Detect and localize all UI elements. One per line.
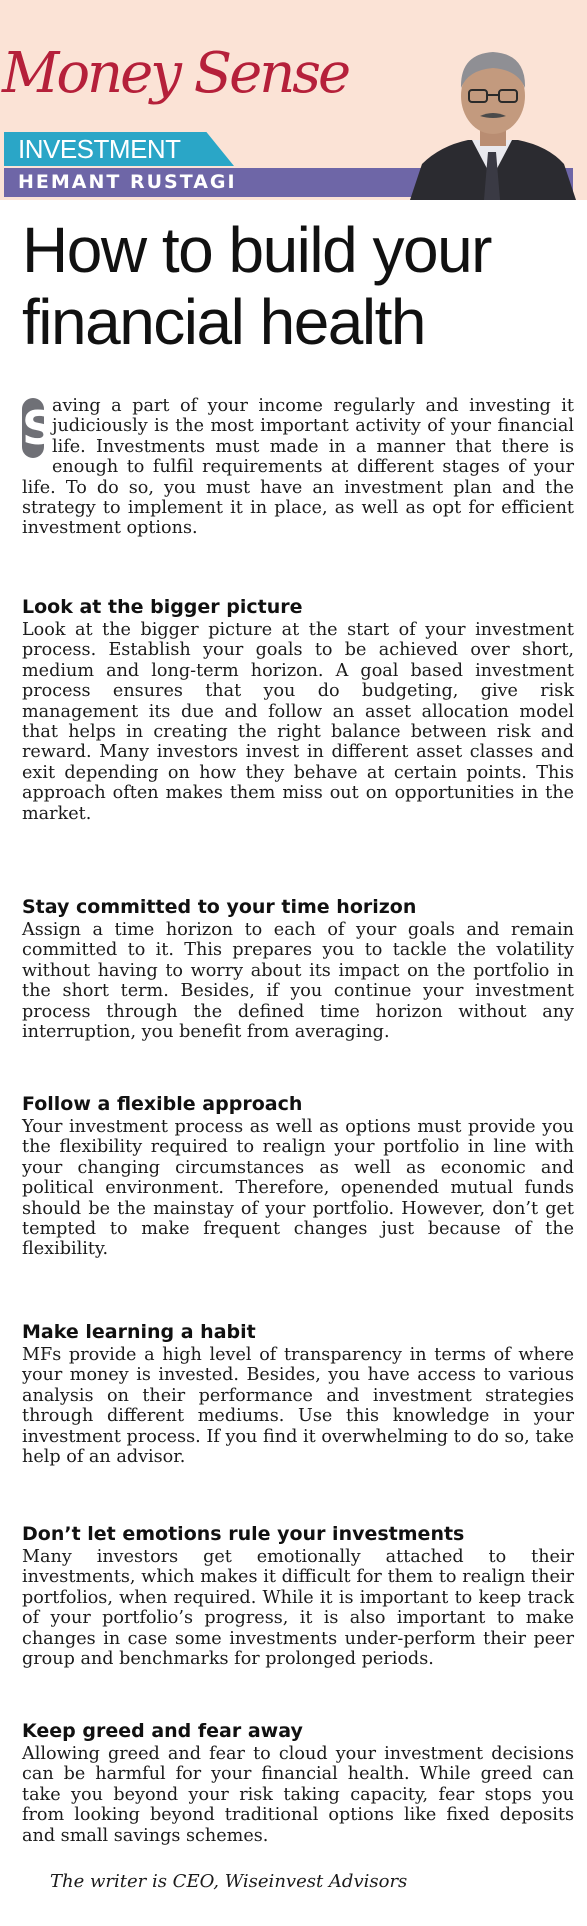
intro-text: aving a part of your income regularly and investing it judiciously is the most important activity of your financial life. Investments must made in a manner that there is enough to fulfil requirements at different stages of your life. To do so, you must have an investment plan and the strategy to implement it in place, as well as opt for efficient investment options.: [22, 396, 574, 539]
section-heading: Look at the bigger picture: [22, 596, 303, 618]
section-heading: Keep greed and fear away: [22, 1720, 303, 1742]
section-heading: Follow a flexible approach: [22, 1093, 303, 1115]
section-body: Your investment process as well as options must provide you the flexibility required to realign your portfolio in line with your changing circumstances as well as economic and political environment. Therefore, openended mutual funds should be the mainstay of your portfolio. However, don’t get tempted to make frequent changes just because of the flexibility.: [22, 1117, 574, 1260]
section-body: Assign a time horizon to each of your goals and remain committed to it. This prepares you to tackle the volatility without having to worry about its impact on the portfolio in the short term. Besides, if you continue your investment process through the defined time horizon without any interruption, you benefit from averaging.: [22, 920, 574, 1043]
intro-paragraph: [22, 396, 574, 539]
section-body: Many investors get emotionally attached to their investments, which makes it difficult for them to realign their portfolios, when required. While it is important to keep track of your portfolio’s progress, it is also important to make changes in case some investments under-perform their peer group and benchmarks for prolonged periods.: [22, 1547, 574, 1670]
section-heading: Don’t let emotions rule your investments: [22, 1523, 465, 1545]
author-signoff: The writer is CEO, Wiseinvest Advisors: [50, 1871, 408, 1892]
author-photo: [400, 28, 585, 200]
section-body: Look at the bigger picture at the start of your investment process. Establish your goals to be achieved over short, medium and long-term horizon. A goal based investment process ensures that you do budgeting, give risk management its due and follow an asset allocation model that helps in creating the right balance between risk and reward. Many investors invest in different asset classes and exit depending on how they behave at certain points. This approach often makes them miss out on opportunities in the market.: [22, 620, 574, 824]
section-body: Allowing greed and fear to cloud your investment decisions can be harmful for your financial health. While greed can take you beyond your risk taking capacity, fear stops you from looking beyond traditional options like fixed deposits and small savings schemes.: [22, 1744, 574, 1846]
section-body: MFs provide a high level of transparency in terms of where your money is invested. Besides, you have access to various analysis on their performance and investment strategies through different mediums. Use this knowledge in your investment process. If you find it overwhelming to do so, take help of an advisor.: [22, 1345, 574, 1468]
masthead-title: Money Sense: [2, 41, 349, 106]
section-heading: Stay committed to your time horizon: [22, 896, 417, 918]
author-name: HEMANT RUSTAGI: [18, 171, 237, 193]
drop-cap: S: [22, 398, 44, 458]
headline: How to build your financial health: [22, 214, 491, 358]
category-label: INVESTMENT: [18, 134, 181, 164]
section-heading: Make learning a habit: [22, 1321, 256, 1343]
